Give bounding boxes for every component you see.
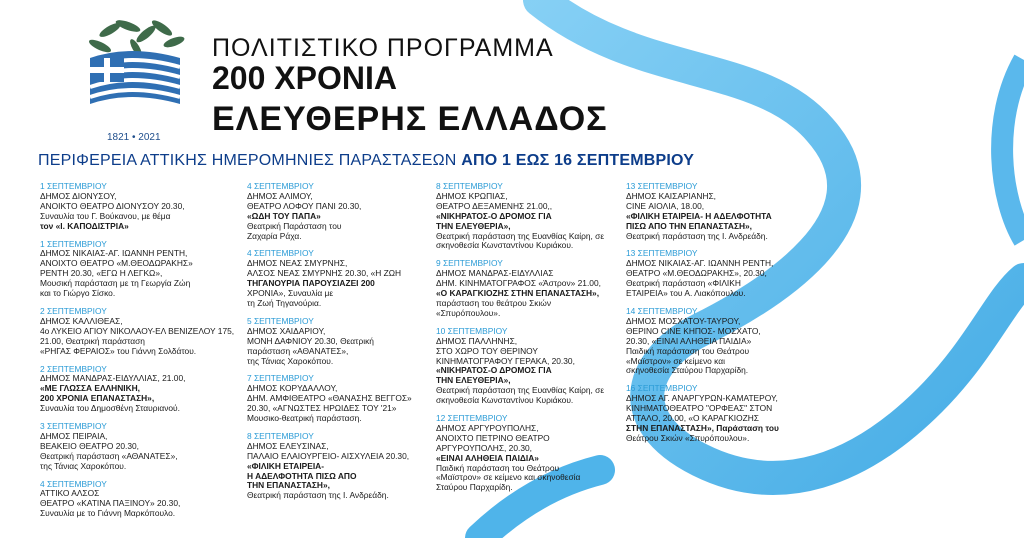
event-detail-line: ΔΗΜΟΣ ΧΑΙΔΑΡΙΟΥ,: [247, 325, 326, 336]
event-detail-line: Σταύρου Παρχαρίδη.: [436, 482, 513, 493]
event-detail-line: ΔΗΜΟΣ ΜΟΣΧΑΤΟΥ-ΤΑΥΡΟΥ,: [626, 315, 741, 326]
event-detail-line: «ΜΕ ΓΛΩΣΣΑ ΕΛΛΗΝΙΚΗ,: [40, 383, 140, 394]
event-detail-line: ΘΕΑΤΡΟ «Μ.ΘΕΟΔΩΡΑΚΗΣ», 20.30,: [626, 268, 767, 279]
event-detail-line: ΔΗΜΟΣ ΝΕΑΣ ΣΜΥΡΝΗΣ,: [247, 258, 348, 269]
event-detail-line: της Τάνιας Χαροκόπου.: [247, 355, 334, 366]
event-detail-line: ΔΗΜΟΣ ΑΓ. ΑΝΑΡΓΥΡΩΝ-ΚΑΜΑΤΕΡΟΥ,: [626, 393, 778, 404]
event-entry: [626, 384, 779, 443]
event-detail-line: ΔΗΜΟΣ ΜΑΝΔΡΑΣ-ΕΙΔΥΛΛΙΑΣ, 21.00,: [40, 373, 186, 384]
event-detail-line: τη Ζωή Τηγανούρια.: [247, 297, 322, 308]
event-date: 12 ΣΕΠΤΕΜΒΡΙΟΥ: [436, 413, 508, 424]
schedule-column-1: [40, 182, 234, 527]
event-detail-line: «ΩΔΗ ΤΟΥ ΠΑΠΑ»: [247, 210, 321, 221]
event-detail-line: Ζαχαρία Ράχα.: [247, 230, 302, 241]
event-detail-line: ΑΛΣΟΣ ΝΕΑΣ ΣΜΥΡΝΗΣ 20.30, «Η ΖΩΗ: [247, 268, 402, 279]
event-detail-line: ΣΤΟ ΧΩΡΟ ΤΟΥ ΘΕΡΙΝΟΥ: [436, 345, 538, 356]
event-detail-line: «ΦΙΛΙΚΗ ΕΤΑΙΡΕΙΑ- Η ΑΔΕΛΦΟΤΗΤΑ: [626, 210, 772, 221]
event-detail-line: Μουσική παράσταση με τη Γεωργία Ζώη: [40, 278, 191, 289]
event-detail-line: Θεατρική παράσταση της Ι. Ανδρεάδη.: [626, 230, 768, 241]
event-detail-line: της Τάνιας Χαροκόπου.: [40, 460, 127, 471]
event-detail-line: Παιδική παράσταση του Θεάτρου: [626, 345, 750, 356]
event-entry: [40, 182, 234, 232]
event-date: 2 ΣΕΠΤΕΜΒΡΙΟΥ: [40, 363, 107, 374]
event-date: 4 ΣΕΠΤΕΜΒΡΙΟΥ: [40, 478, 107, 489]
event-detail-line: 20.30, «ΑΓΝΩΣΤΕΣ ΗΡΩΙΔΕΣ ΤΟΥ '21»: [247, 403, 397, 414]
event-detail-line: ΔΗΜΟΣ ΝΙΚΑΙΑΣ-ΑΓ. ΙΩΑΝΝΗ ΡΕΝΤΗ,: [40, 248, 188, 259]
event-detail-line: ΠΑΛΑΙΟ ΕΛΑΙΟΥΡΓΕΙΟ- ΑΙΣΧΥΛΕΙΑ 20.30,: [247, 450, 410, 461]
event-detail-line: ΑΤΤΑΛΟ, 20.00, «Ο ΚΑΡΑΓΚΙΟΖΗΣ: [626, 413, 759, 424]
event-detail-line: παράσταση του θεάτρου Σκιών: [436, 297, 552, 308]
event-detail-line: «Μαϊστρον» σε κείμενο και: [626, 355, 725, 366]
event-entry: [247, 317, 412, 367]
event-detail-line: «Μαϊστρον» σε κείμενο και σκηνοθεσία: [436, 472, 581, 483]
event-entry: [247, 182, 412, 241]
event-detail-line: ΔΗΜΟΣ ΝΙΚΑΙΑΣ-ΑΓ. ΙΩΑΝΝΗ ΡΕΝΤΗ,: [626, 258, 774, 269]
title-line-3: ΕΛΕΥΘΕΡΗΣ ΕΛΛΑΔΟΣ: [212, 100, 608, 138]
event-detail-line: ΔΗΜΟΣ ΠΕΙΡΑΙΑ,: [40, 430, 108, 441]
event-entry: [247, 249, 412, 308]
event-detail-line: ΑΡΓΥΡΟΥΠΟΛΗΣ, 20.30,: [436, 442, 532, 453]
event-detail-line: ΘΕΑΤΡΟ ΔΕΞΑΜΕΝΗΣ 21.00,,: [436, 200, 553, 211]
event-detail-line: ΔΗΜΟΣ ΠΑΛΛΗΝΗΣ,: [436, 335, 518, 346]
event-detail-line: Θεατρική παράσταση της Ι. Ανδρεάδη.: [247, 490, 389, 501]
event-detail-line: Συναυλία με το Γιάννη Μαρκόπουλο.: [40, 508, 176, 519]
event-entry: [40, 422, 234, 472]
event-detail-line: 21.00, Θεατρική παράσταση: [40, 335, 145, 346]
event-date: 13 ΣΕΠΤΕΜΒΡΙΟΥ: [626, 181, 698, 191]
event-detail-line: ΔΗΜ. ΑΜΦΙΘΕΑΤΡΟ «ΘΑΝΑΣΗΣ ΒΕΓΓΟΣ»: [247, 393, 412, 404]
event-detail-line: Θεατρική παράσταση «ΑΘΑΝΑΤΕΣ»,: [40, 450, 178, 461]
event-detail-line: σκηνοθεσία Κωνσταντίνου Κυριάκου.: [436, 240, 574, 251]
event-detail-line: ΘΕΡΙΝΟ CINE ΚΗΠΟΣ- ΜΟΣΧΑΤΟ,: [626, 325, 761, 336]
event-detail-line: ΘΕΑΤΡΟ «ΚΑΤΙΝΑ ΠΑΞΙΝΟΥ» 20.30,: [40, 498, 181, 509]
event-detail-line: ΑΤΤΙΚΟ ΑΛΣΟΣ: [40, 488, 100, 499]
event-detail-line: Θεάτρου Σκιών «Σπυρόπουλου».: [626, 432, 750, 443]
event-detail-line: και το Γιώργο Σίσκο.: [40, 288, 116, 299]
event-detail-line: ΑΝΟΙΧΤΟ ΠΕΤΡΙΝΟ ΘΕΑΤΡΟ: [436, 432, 550, 443]
event-date: 3 ΣΕΠΤΕΜΒΡΙΟΥ: [40, 421, 107, 432]
event-detail-line: 200 ΧΡΟΝΙΑ ΕΠΑΝΑΣΤΑΣΗ»,: [40, 393, 155, 404]
event-detail-line: ΤΗΝ ΕΛΕΥΘΕΡΙΑ»,: [436, 375, 511, 386]
event-date: 14 ΣΕΠΤΕΜΒΡΙΟΥ: [626, 305, 698, 316]
event-detail-line: «ΕΙΝΑΙ ΑΛΗΘΕΙΑ ΠΑΙΔΙΑ»: [436, 452, 539, 463]
event-detail-line: «Ο ΚΑΡΑΓΚΙΟΖΗΣ ΣΤΗΝ ΕΠΑΝΑΣΤΑΣΗ»,: [436, 288, 600, 299]
event-detail-line: ΡΕΝΤΗ 20.30, «ΕΓΩ Η ΛΕΓΚΩ»,: [40, 268, 163, 279]
subtitle-dates: ΑΠΟ 1 ΕΩΣ 16 ΣΕΠΤΕΜΒΡΙΟΥ: [461, 152, 695, 169]
event-detail-line: CINE ΑΙΟΛΙΑ, 18.00,: [626, 200, 705, 211]
event-entry: [436, 327, 604, 406]
event-date: 8 ΣΕΠΤΕΜΒΡΙΟΥ: [436, 181, 503, 191]
event-entry: [436, 414, 604, 493]
event-detail-line: ΤΗΝ ΕΠΑΝΑΣΤΑΣΗ»,: [247, 480, 330, 491]
event-date: 2 ΣΕΠΤΕΜΒΡΙΟΥ: [40, 305, 107, 316]
event-detail-line: ΔΗΜΟΣ ΑΡΓΥΡΟΥΠΟΛΗΣ,: [436, 422, 539, 433]
event-detail-line: «ΝΙΚΗΡΑΤΟΣ-Ο ΔΡΟΜΟΣ ΓΙΑ: [436, 365, 552, 376]
event-detail-line: Παιδική παράσταση του Θεάτρου: [436, 462, 560, 473]
event-entry: [626, 249, 779, 299]
event-detail-line: ΑΝΟΙΚΤΟ ΘΕΑΤΡΟ ΔΙΟΝΥΣΟΥ 20.30,: [40, 200, 185, 211]
schedule-column-4: [626, 182, 779, 452]
event-date: 10 ΣΕΠΤΕΜΒΡΙΟΥ: [436, 325, 508, 336]
event-detail-line: ΧΡΟΝΙΑ», Συναυλία με: [247, 288, 334, 299]
event-detail-line: «ΦΙΛΙΚΗ ΕΤΑΙΡΕΙΑ-: [247, 460, 324, 471]
event-detail-line: «Σπυρόπουλου».: [436, 307, 501, 318]
event-detail-line: σκηνοθεσία Σταύρου Παρχαρίδη.: [626, 365, 749, 376]
event-date: 16 ΣΕΠΤΕΜΒΡΙΟΥ: [626, 383, 698, 394]
event-detail-line: Θεατρική παράσταση «ΦΙΛΙΚΗ: [626, 278, 741, 289]
schedule-column-2: [247, 182, 412, 509]
event-detail-line: ΕΤΑΙΡΕΙΑ» του Α. Λιακόπουλου.: [626, 288, 746, 299]
event-detail-line: «ΡΗΓΑΣ ΦΕΡΑΙΟΣ» του Γιάννη Σολδάτου.: [40, 345, 197, 356]
event-date: 13 ΣΕΠΤΕΜΒΡΙΟΥ: [626, 248, 698, 259]
event-detail-line: ΑΝΟΙΧΤΟ ΘΕΑΤΡΟ «Μ.ΘΕΟΔΩΡΑΚΗΣ»: [40, 258, 193, 269]
event-date: 1 ΣΕΠΤΕΜΒΡΙΟΥ: [40, 181, 107, 191]
event-detail-line: ΚΙΝΗΜΑΤΟΘΕΑΤΡΟ "ΟΡΦΕΑΣ" ΣΤΟΝ: [626, 403, 773, 414]
title-line-1: ΠΟΛΙΤΙΣΤΙΚΟ ΠΡΟΓΡΑΜΜΑ: [212, 34, 554, 62]
anniversary-years: 1821 • 2021: [107, 132, 161, 143]
event-detail-line: ΣΤΗΝ ΕΠΑΝΑΣΤΑΣΗ», Παράσταση του: [626, 422, 779, 433]
event-detail-line: ΠΙΣΩ ΑΠΟ ΤΗΝ ΕΠΑΝΑΣΤΑΣΗ»,: [626, 220, 753, 231]
event-entry: [626, 307, 779, 376]
olive-branch-greek-flag-emblem-icon: [70, 8, 210, 128]
event-date: 9 ΣΕΠΤΕΜΒΡΙΟΥ: [436, 258, 503, 269]
event-detail-line: 4ο ΛΥΚΕΙΟ ΑΓΙΟΥ ΝΙΚΟΛΑΟΥ-ΕΛ ΒΕΝΙΖΕΛΟΥ 175,: [40, 325, 235, 336]
event-detail-line: ΒΕΑΚΕΙΟ ΘΕΑΤΡΟ 20.30,: [40, 440, 139, 451]
event-detail-line: τον «Ι. ΚΑΠΟΔΙΣΤΡΙΑ»: [40, 220, 129, 231]
event-detail-line: παράσταση «ΑΘΑΝΑΤΕΣ»,: [247, 345, 349, 356]
event-detail-line: ΔΗΜΟΣ ΔΙΟΝΥΣΟΥ,: [40, 190, 117, 201]
event-detail-line: ΔΗΜΟΣ ΚΟΡΥΔΑΛΛΟΥ,: [247, 383, 338, 394]
event-date: 4 ΣΕΠΤΕΜΒΡΙΟΥ: [247, 248, 314, 259]
event-entry: [247, 432, 412, 501]
event-detail-line: ΔΗΜΟΣ ΚΑΛΛΙΘΕΑΣ,: [40, 315, 123, 326]
event-detail-line: Συναυλία του Γ. Βούκανου, με θέμα: [40, 210, 171, 221]
event-date: 4 ΣΕΠΤΕΜΒΡΙΟΥ: [247, 181, 314, 191]
subtitle-region: ΠΕΡΙΦΕΡΕΙΑ ΑΤΤΙΚΗΣ ΗΜΕΡΟΜΗΝΙΕΣ ΠΑΡΑΣΤΑΣΕΩΝ: [38, 152, 462, 169]
event-entry: [40, 307, 234, 357]
event-detail-line: ΤΗΝ ΕΛΕΥΘΕΡΙΑ»,: [436, 220, 511, 231]
event-detail-line: Η ΑΔΕΛΦΟΤΗΤΑ ΠΙΣΩ ΑΠΟ: [247, 470, 357, 481]
event-entry: [40, 480, 234, 520]
event-detail-line: Συναυλία του Δημοσθένη Σταυριανού.: [40, 403, 180, 414]
schedule-column-3: [436, 182, 604, 501]
event-entry: [40, 365, 234, 415]
event-entry: [247, 374, 412, 424]
event-detail-line: ΔΗΜΟΣ ΕΛΕΥΣΙΝΑΣ,: [247, 440, 329, 451]
event-detail-line: ΔΗΜΟΣ ΜΑΝΔΡΑΣ-ΕΙΔΥΛΛΙΑΣ: [436, 268, 554, 279]
event-date: 7 ΣΕΠΤΕΜΒΡΙΟΥ: [247, 373, 314, 384]
event-detail-line: Θεατρική παράσταση της Ευανθίας Καίρη, σε: [436, 385, 605, 396]
event-detail-line: ΔΗΜΟΣ ΑΛΙΜΟΥ,: [247, 190, 313, 201]
event-detail-line: «ΝΙΚΗΡΑΤΟΣ-Ο ΔΡΟΜΟΣ ΓΙΑ: [436, 210, 552, 221]
event-detail-line: ΜΟΝΗ ΔΑΦΝΙΟΥ 20.30, Θεατρική: [247, 335, 374, 346]
event-detail-line: Θεατρική Παράσταση του: [247, 220, 342, 231]
event-detail-line: 20.30, «ΕΙΝΑΙ ΑΛΗΘΕΙΑ ΠΑΙΔΙΑ»: [626, 335, 752, 346]
event-detail-line: ΔΗΜΟΣ ΚΡΩΠΙΑΣ,: [436, 190, 508, 201]
event-entry: [436, 182, 604, 251]
event-detail-line: Μουσικο-θεατρική παράσταση.: [247, 413, 362, 424]
event-detail-line: σκηνοθεσία Κωνσταντίνου Κυριάκου.: [436, 395, 574, 406]
event-detail-line: ΔΗΜΟΣ ΚΑΙΣΑΡΙΑΝΗΣ,: [626, 190, 716, 201]
subtitle: [38, 152, 694, 170]
event-detail-line: ΘΕΑΤΡΟ ΛΟΦΟΥ ΠΑΝΙ 20.30,: [247, 200, 362, 211]
event-detail-line: ΔΗΜ. ΚΙΝΗΜΑΤΟΓΡΑΦΟΣ «Άστρον» 21.00,: [436, 278, 601, 289]
event-date: 1 ΣΕΠΤΕΜΒΡΙΟΥ: [40, 238, 107, 249]
event-entry: [626, 182, 779, 241]
event-detail-line: ΚΙΝΗΜΑΤΟΓΡΑΦΟΥ ΓΕΡΑΚΑ, 20.30,: [436, 355, 575, 366]
event-entry: [40, 240, 234, 299]
event-date: 8 ΣΕΠΤΕΜΒΡΙΟΥ: [247, 430, 314, 441]
title-line-2: 200 ΧΡΟΝΙΑ: [212, 60, 397, 96]
event-detail-line: ΤΗΓΑΝΟΥΡΙΑ ΠΑΡΟΥΣΙΑΖΕΙ 200: [247, 278, 375, 289]
event-date: 5 ΣΕΠΤΕΜΒΡΙΟΥ: [247, 315, 314, 326]
event-entry: [436, 259, 604, 318]
event-detail-line: Θεατρική παράσταση της Ευανθίας Καίρη, σε: [436, 230, 605, 241]
